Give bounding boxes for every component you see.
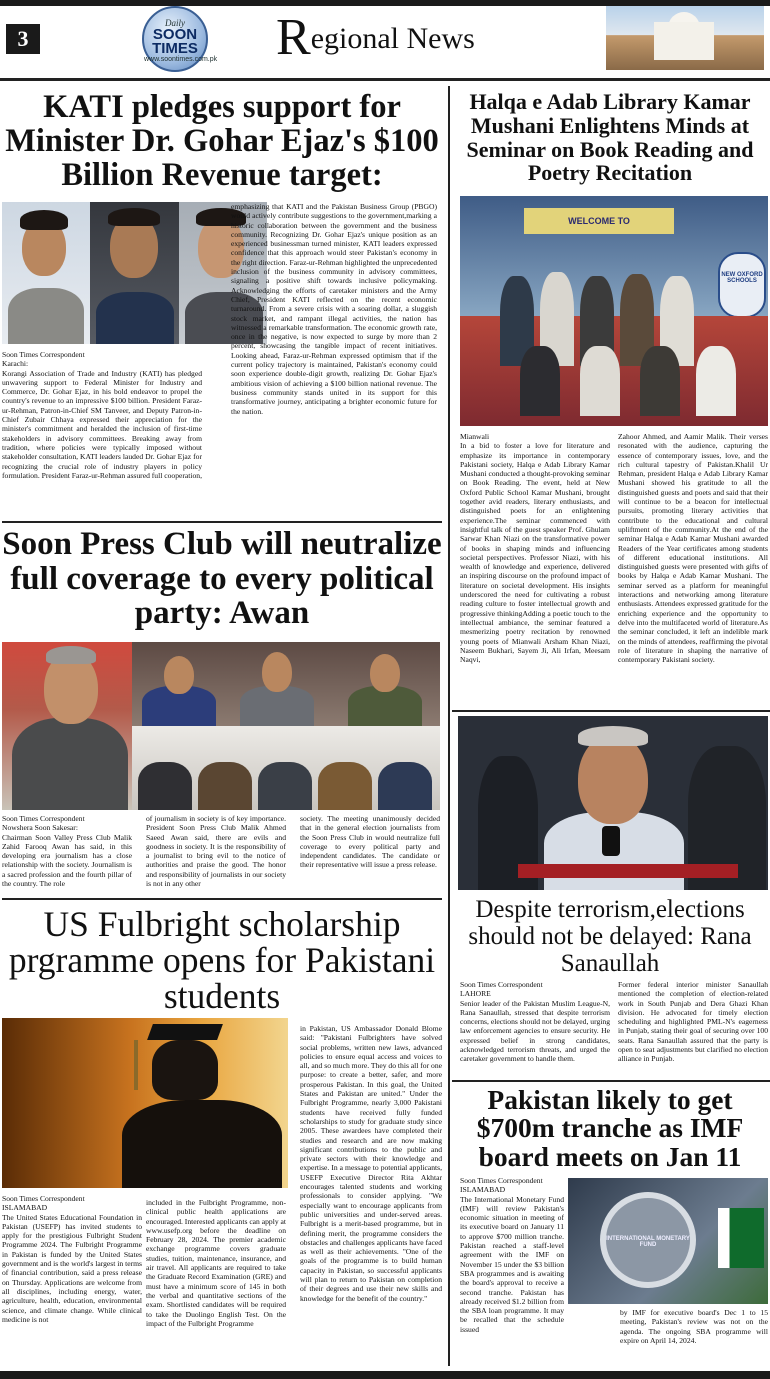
imf-headline: Pakistan likely to get $700m tranche as IMF board meets on Jan 11 xyxy=(476,1084,744,1172)
rana-headline: Despite terrorism,elections should not be delayed: Rana Sanaullah xyxy=(468,896,752,977)
graduate-photo xyxy=(2,1018,288,1188)
rule xyxy=(2,898,442,900)
seminar-photo: WELCOME TO NEW OXFORD SCHOOLS xyxy=(460,196,768,426)
press-club-column-3: society. The meeting unanimously decided that in the general election journalists from the Soon Press Club in would neutralize full coverage to every political party and independent candidates. The candidate or their representative will issue a press release. xyxy=(300,814,440,870)
halqa-column-2: Zahoor Ahmed, and Aamir Malik. Their verses resonated with the audience, capturing the essence of contemporary issues, love, and the rich cultural tapestry of Pakistan.Khalil Ur Rehman, president Halqa e Adab Library Kamar Mushani showed his gratitude to all the distinguished guests and poets and said that their will continue to be a beacon for intellectual pursuits, promoting literary activities that contribute to the educational and cultural upliftment of the community.At the end of the seminar Halqa e Adab Kamar Mushani awarded Readers of the Year certificates among students of different educational institutions. All distinguished guests were presented with gifts of books by Halqa e Adab Kamar Mushani. The seminar served as a platform for meaningful interactions and networking among literature enthusiasts. Attendees expressed gratitude for the enriching experience and the opportunity to delve into the multifaceted world of literature.As the seminar concluded, it left an indelible mark on the minds of attendees, reaffirming the pivotal role of literature in shaping the narrative of contemporary Pakistani society. xyxy=(618,432,768,665)
halqa-column-1: Mianwali In a bid to foster a love for literature and emphasize its importance in contemporary Pakistani society, Halqa e Adab Library Kamar Mushani conducted a thought-provoking seminar on Book Reading. The event, held at New Oxford Public School Kamar Mushani, brought together avid readers, literary enthusiasts, and distinguished poets for an enlightening experience.The seminar commenced with insightful talk of the guest speaker Prof. Ghulam Sarwar Khan Niazi on the transformative power of books in shaping minds and influencing societal perspectives. Professor Niazi, with his wealth of knowledge and experience, delivered an inspiring discourse on the profound impact of literature on societal development. His insights underscored the need for cultivating a robust reading culture to foster intellectual growth and progressive thinkingAdding a poetic touch to the intellectual ambiance, the seminar featured a mesmerizing poetry recitation by renowned young poets of Mianwali Arsham Khan Niazi, Naseem Bukhari, Sayem Ji, Ali Irfan, Meesam Naqvi, xyxy=(460,432,610,665)
masthead-rule xyxy=(0,78,770,81)
kati-column-2: emphasizing that KATI and the Pakistan Business Group (PBGO) would actively contribute suggestions to the government,marking a historic collaboration between the government and the business community. Recognizing Dr. Gohar Ejaz's unique position as an experienced businessman turned minister, KATI leaders expressed confidence that this approach would steer Pakistan's economy in the right direction. Faraz-ur-Rehman highlighted the unprecedented inclusion of the business community in advisory committees, signaling a positive shift towards inclusive policymaking. Acknowledging the efforts of caretaker ministers and the Army Chief, President KATI reflected on the recent economic turnaround. From a severe crisis with a soaring dollar, a sluggish stock market, and rampant illegal activities, the nation has witnessed a remarkable transformation. The economic growth rate, once in the negative, is now expected to surge by more than 2 percent, showcasing the tangible impact of recent initiatives. Looking ahead, Faraz-ur-Rehman expressed optimism that if the current policy trajectory is maintained, Pakistan's economy could soon experience double-digit growth, realizing Dr. Gohar Ejaz's ambitious vision of achieving a $100 billion national revenue. The business community stands united in its support for this transformative journey, anticipating a brighter economic future for the nation. xyxy=(231,202,437,416)
section-title: Regional News xyxy=(276,9,475,66)
press-club-headline: Soon Press Club will neutralize full coverage to every political party: Awan xyxy=(2,526,442,632)
press-club-photo xyxy=(2,642,440,810)
imf-seal-photo: INTERNATIONAL MONETARY FUND xyxy=(568,1178,768,1304)
rana-sanaullah-photo xyxy=(458,716,768,890)
rule xyxy=(452,1080,770,1082)
kati-column-1: Soon Times Correspondent Karachi: Korangi Association of Trade and Industry (KATI) has pledged unwavering support to Federal Minister for Industry and Commerce, Dr. Gohar Ejaz, in his bold endeavor to propel the country's revenue to an impressive $100 billion. President Faraz-ur-Rehman, Patron-in-Chief SM Tanveer, and Deputy Patron-in-Chief Zubair Chhaya expressed their appreciation for the minister's commitment and heralded the inclusion of first-time stakeholders in advisory committees. Breaking away from tradition, where policies were typically imposed without stakeholder consultation, KATI leaders lauded Dr. Gohar Ejaz for recognizing the crucial role of industry players in policy formulation. President Faraz-ur-Rehman assured full cooperation, xyxy=(2,350,202,480)
soon-times-logo: Daily SOON TIMES www.soontimes.com.pk xyxy=(142,6,208,72)
rule xyxy=(2,521,442,523)
fulbright-headline: US Fulbright scholarship prgramme opens for Pakistani students xyxy=(8,904,436,1017)
fulbright-column-1: Soon Times Correspondent ISLAMABAD The United States Educational Foundation in Pakistan (USEFP) has invited students to apply for the prestigious Fulbright Student Programme 2024. The Fulbright Programme in Pakistan is funded by the United States government and is the world's largest in terms of financial contribution, said a press release on Thursday. Applications are welcome from all disciplines, including energy, water, agriculture, health, education, environmental science, and climate change. While clinical medicine is not xyxy=(2,1194,142,1324)
rana-column-2: Former federal interior minister Sanaullah mentioned the completion of election-related work in South Punjab and Dera Ghazi Khan division. He advocated for timely election scheduling and highlighted PML-N's eagerness in Punjab, stating their goal of securing over 100 seats. Rana Sanaullah assured that the party is open to seat adjustments but clarified no election alliance in Punjab. xyxy=(618,980,768,1064)
kati-headline: KATI pledges support for Minister Dr. Gohar Ejaz's $100 Billion Revenue target: xyxy=(5,89,439,194)
column-divider xyxy=(448,86,450,1366)
masthead-photo xyxy=(606,6,764,70)
kati-leaders-photo xyxy=(2,202,267,344)
rana-column-1: Soon Times Correspondent LAHORE Senior leader of the Pakistan Muslim League-N, Rana Sanaullah, stressed that despite terrorism concerns, elections should not be delayed, urging law enforcement agencies to ensure security. He expressed belief in strong candidates, acknowledged terrorism threats, and urged the caretaker government to handle them. xyxy=(460,980,610,1064)
press-club-column-1: Soon Times Correspondent Nowshera Soon Sakesar: Chairman Soon Valley Press Club Malik Zahid Farooq Awan has said, in this developing era journalism has a close relationship with the society. Journalism is a sacred profession and the fourth pillar of the country. The role xyxy=(2,814,132,889)
halqa-headline: Halqa e Adab Library Kamar Mushani Enlightens Minds at Seminar on Book Reading and Poetry Recitation xyxy=(466,89,754,186)
bottom-rule xyxy=(0,1371,770,1379)
press-club-column-2: of journalism in society is of key importance. President Soon Press Club Malik Ahmed Saeed Awan said, there are evils and goodness in society. It is the responsibility of a journalist to bring evil to the notice of authorities and praise the good. The honor and responsibility of journalists in our society is not in any other xyxy=(146,814,286,889)
imf-column-1: Soon Times Correspondent ISLAMABAD The International Monetary Fund (IMF) will review Pakistan's economic situation in meeting of its executive board on January 11 to approve $700 million tranche. Pakistan reached a staff-level agreement with the IMF on November 15 under the $3 billion SBA programmes and is awaiting the board's approval to receive a second tranche. Pakistan has already received $1.2 billion from the SBA loan programme. It may be recalled that the schedule issued xyxy=(460,1176,564,1334)
page-number: 3 xyxy=(6,24,40,54)
imf-column-2: by IMF for executive board's Dec 1 to 15 meeting, Pakistan's review was not on the agenda. The ongoing SBA programme will expire on April 14, 2024. xyxy=(620,1308,768,1345)
fulbright-column-2: included in the Fulbright Programme, non-clinical public health applications are encouraged. Interested applicants can apply at www.usefp.org before the deadline on February 28, 2024. The premier academic exchange programme covers graduate studies, tuition, maintenance, insurance, and air travel. All applicants are required to take the Graduate Record Examination (GRE) and must have a minimum score of 145 in both the verbal and quantitative sections of the exam. Shortlisted candidates will be required to take the Duolingo English Test. On the impact of the Fulbright Programme xyxy=(146,1198,286,1328)
fulbright-column-3: in Pakistan, US Ambassador Donald Blome said: "Pakistani Fulbrighters have solved social problems, written new laws, advanced policies to ensure equal access and voices to all, and so much more. They do this all for one purpose: to create a better, safer, and more prosperous Pakistan. In this goal, the United States and Pakistan are united." Under the Fulbright Programme, nearly 3,000 Pakistani students have received fully funded scholarships to study for graduate study since 2005. These awardees have completed their studies and research and are now making significant contributions to the public and private sectors with their knowledge and expertise. In a message to potential applicants, USEFP Executive Director Rita Akhtar encourages talented students and working professionals to consider applying. "We especially want to encourage applicants from public universities and under-served areas. Fulbright is a merit-based programme, but in defining merit, the programme considers the obstacles and challenges applicants have faced as well as their achievements. "One of the goals of the programme is to build human capacity in Pakistan, so successful applicants will plan to return to Pakistan on completion of their degrees and use their new skills and knowledge for the benefit of the country." xyxy=(300,1024,442,1303)
rule xyxy=(452,710,770,712)
